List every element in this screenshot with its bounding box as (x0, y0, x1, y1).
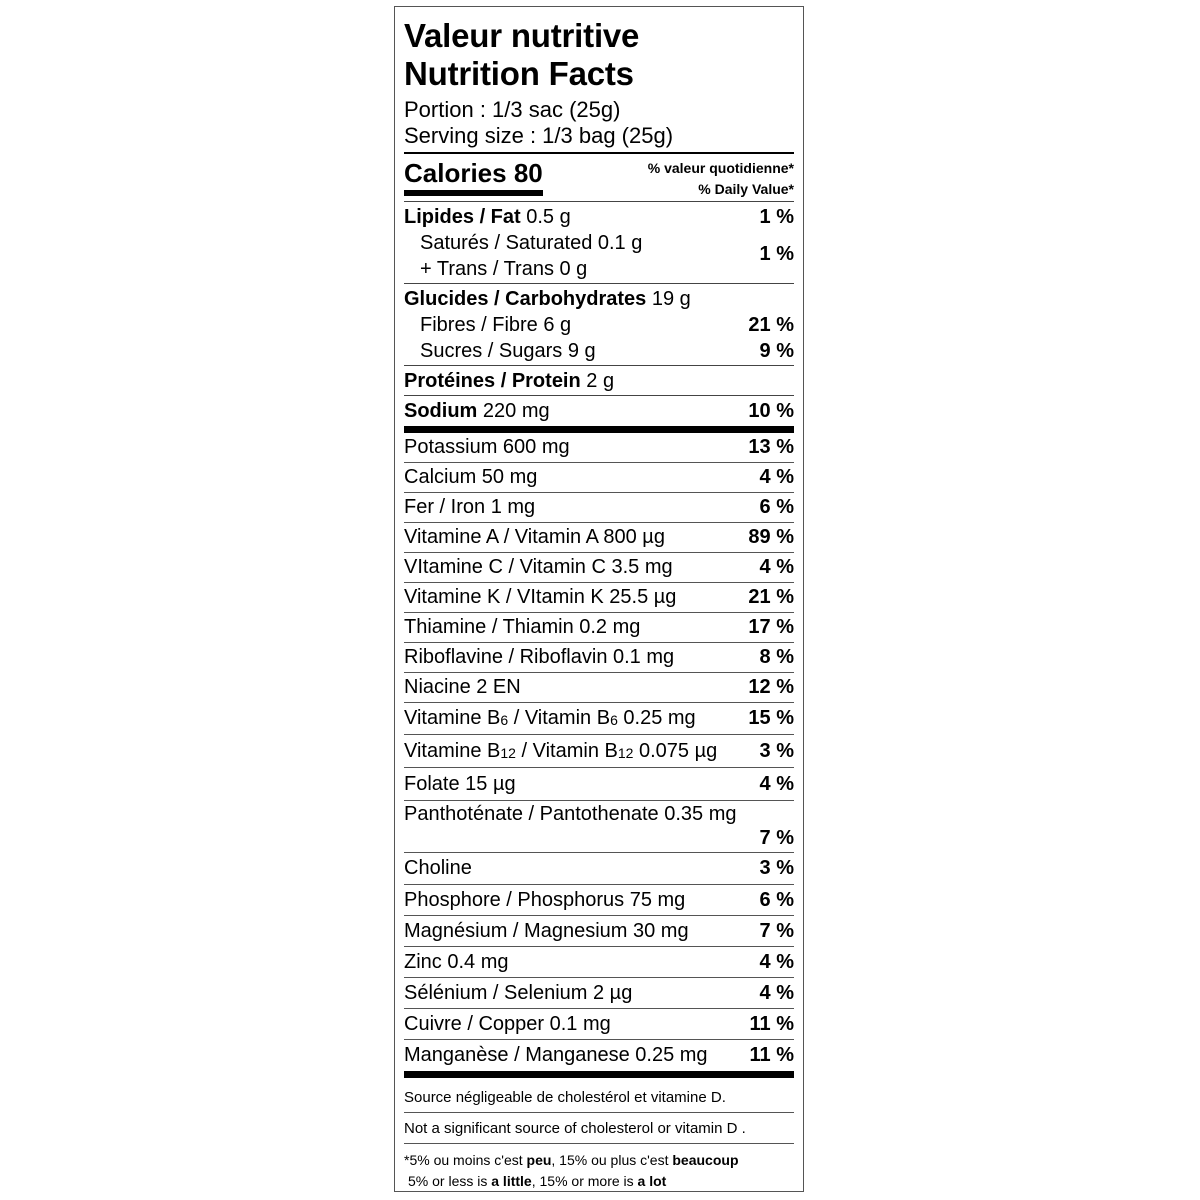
nutrient-row-choline (404, 853, 794, 885)
nutrient-row-iron (404, 493, 794, 523)
b6-label-part: Vitamine B (404, 707, 501, 729)
title-french: Valeur nutritive (404, 17, 640, 54)
nutrient-pct: 4 % (759, 981, 794, 1004)
footnote-emphasis: a lot (637, 1173, 667, 1189)
nutrient-row-niacin (404, 673, 794, 703)
daily-value-french: % valeur quotidienne* (647, 160, 794, 176)
nutrient-pct: 11 % (749, 1044, 794, 1066)
sodium-group (404, 396, 794, 425)
nutrient-pct: 17 % (748, 616, 794, 638)
fat-amount: 0.5 g (520, 206, 571, 228)
nutrient-label: Magnésium / Magnesium 30 mg (404, 919, 689, 942)
b6-label-part: / Vitamin B (508, 707, 611, 729)
nutrient-row-phosphorus (404, 885, 794, 916)
nutrient-row-potassium (404, 433, 794, 463)
nutrient-row-magnesium (404, 916, 794, 947)
nutrient-pct: 4 % (759, 950, 794, 973)
footnote-emphasis: beaucoup (672, 1152, 739, 1168)
footnote-text: , 15% ou plus c'est (551, 1152, 673, 1168)
nutrient-row-manganese (404, 1040, 794, 1071)
footnote-text: , 15% or more is (531, 1173, 638, 1189)
nutrient-row-vitamin-c (404, 553, 794, 583)
trans-row (404, 256, 794, 282)
nutrient-row-pantothenate (404, 801, 794, 853)
sugars-row (404, 338, 794, 364)
nutrient-pct: 4 % (759, 556, 794, 578)
nutrient-row-thiamin (404, 613, 794, 643)
b12-label-part: Vitamine B (404, 739, 501, 762)
nutrient-label: Folate 15 µg (404, 772, 516, 795)
footnote-text: 5% or less is (408, 1173, 492, 1189)
nutrient-row-riboflavin (404, 643, 794, 673)
nutrient-label: Zinc 0.4 mg (404, 950, 509, 973)
nutrient-row-vitamin-a (404, 523, 794, 553)
protein-label: Protéines / Protein (404, 370, 581, 392)
footnote-emphasis: peu (526, 1152, 552, 1168)
nutrient-label: VItamine C / Vitamin C 3.5 mg (404, 556, 673, 578)
b12-label-part: / Vitamin B (515, 739, 618, 762)
sodium-row (404, 398, 794, 424)
daily-value-header (648, 158, 794, 200)
nutrient-label: Cuivre / Copper 0.1 mg (404, 1012, 611, 1035)
nutrient-row-vitamin-k (404, 583, 794, 613)
nutrient-pct: 7 % (759, 827, 794, 849)
nutrient-pct: 89 % (748, 526, 794, 548)
protein-row (404, 368, 794, 394)
fibre-pct: 21 % (748, 314, 794, 336)
thick-divider (404, 426, 794, 433)
footnote-text: *5% ou moins c'est (404, 1152, 527, 1168)
nutrient-pct: 21 % (748, 586, 794, 608)
nutrient-pct: 8 % (759, 646, 794, 668)
nutrient-row-vitamin-b6 (404, 703, 794, 735)
footnote-english (404, 1171, 794, 1192)
sugars-label: Sucres / Sugars 9 g (420, 340, 596, 362)
fat-pct: 1 % (759, 206, 794, 228)
nutrient-label: Sélénium / Selenium 2 µg (404, 981, 633, 1004)
nutrient-pct: 4 % (759, 772, 794, 795)
b12-subscript: 12 (617, 744, 634, 761)
nutrition-facts-label (394, 6, 804, 1192)
note-english: Not a significant source of cholesterol or vitamin D . (404, 1113, 794, 1144)
nutrient-label: Phosphore / Phosphorus 75 mg (404, 888, 686, 911)
nutrient-pct: 6 % (759, 496, 794, 518)
serving-french: Portion : 1/3 sac (25g) (404, 97, 621, 122)
note-french: Source négligeable de cholestérol et vitamine D. (404, 1078, 794, 1113)
nutrient-pct: 6 % (759, 888, 794, 911)
serving-english: Serving size : 1/3 bag (25g) (404, 123, 674, 148)
nutrient-pct: 11 % (749, 1012, 794, 1035)
fat-group (404, 202, 794, 283)
nutrient-label: Fer / Iron 1 mg (404, 496, 536, 518)
b6-amount: 0.25 mg (617, 707, 696, 729)
nutrient-pct: 3 % (759, 739, 794, 762)
protein-amount: 2 g (580, 370, 615, 392)
nutrient-pct: 7 % (759, 919, 794, 942)
nutrient-label: Calcium 50 mg (404, 466, 538, 488)
nutrient-label: Potassium 600 mg (404, 436, 570, 458)
trans-label: + Trans / Trans 0 g (420, 258, 588, 280)
carbohydrate-label: Glucides / Carbohydrates (404, 288, 647, 310)
title-english: Nutrition Facts (404, 55, 634, 92)
nutrient-row-vitamin-b12 (404, 735, 794, 768)
carbohydrate-row (404, 286, 794, 312)
nutrient-label: Vitamine A / Vitamin A 800 µg (404, 526, 665, 548)
b12-subscript: 12 (500, 744, 516, 761)
nutrient-label: Vitamine K / VItamin K 25.5 µg (404, 586, 677, 608)
saturated-trans-block (404, 230, 794, 282)
fibre-label: Fibres / Fibre 6 g (420, 314, 572, 336)
saturated-row (404, 230, 794, 256)
nutrient-label: Panthoténate / Pantothenate 0.35 mg (404, 803, 737, 825)
sodium-label: Sodium (404, 400, 478, 422)
nutrient-pct: 15 % (748, 707, 794, 729)
daily-value-footnote (404, 1144, 794, 1192)
nutrient-pct: 12 % (748, 676, 794, 698)
nutrient-label: Choline (404, 857, 472, 879)
daily-value-english: % Daily Value* (698, 181, 794, 197)
saturated-trans-pct: 1 % (759, 243, 794, 265)
thick-divider (404, 1071, 794, 1078)
sodium-amount: 220 mg (477, 400, 550, 422)
sugars-pct: 9 % (759, 340, 794, 362)
sodium-pct: 10 % (748, 400, 794, 422)
b6-subscript: 6 (610, 712, 618, 728)
nutrient-row-folate (404, 768, 794, 801)
nutrient-label: Thiamine / Thiamin 0.2 mg (404, 616, 641, 638)
nutrient-pct: 3 % (759, 857, 794, 879)
calories-block (404, 154, 794, 201)
b12-amount: 0.075 µg (633, 739, 718, 762)
carbohydrate-amount: 19 g (646, 288, 691, 310)
fibre-row (404, 312, 794, 338)
nutrient-pct: 4 % (759, 466, 794, 488)
label-content (404, 7, 794, 1192)
nutrient-label: Manganèse / Manganese 0.25 mg (404, 1044, 708, 1066)
calories-label: Calories 80 (404, 158, 543, 196)
nutrient-row-calcium (404, 463, 794, 493)
b6-subscript: 6 (500, 712, 509, 728)
saturated-label: Saturés / Saturated 0.1 g (420, 232, 643, 254)
nutrient-row-selenium (404, 978, 794, 1009)
footnote-french (404, 1150, 794, 1171)
footnote-emphasis: a little (491, 1173, 532, 1189)
nutrient-row-copper (404, 1009, 794, 1040)
nutrient-label: Niacine 2 EN (404, 676, 521, 698)
fat-row (404, 204, 794, 230)
protein-group (404, 366, 794, 395)
nutrient-pct: 13 % (748, 436, 794, 458)
carbohydrate-group (404, 284, 794, 365)
nutrient-row-zinc (404, 947, 794, 978)
fat-label: Lipides / Fat (404, 206, 521, 228)
nutrient-label: Riboflavine / Riboflavin 0.1 mg (404, 646, 675, 668)
